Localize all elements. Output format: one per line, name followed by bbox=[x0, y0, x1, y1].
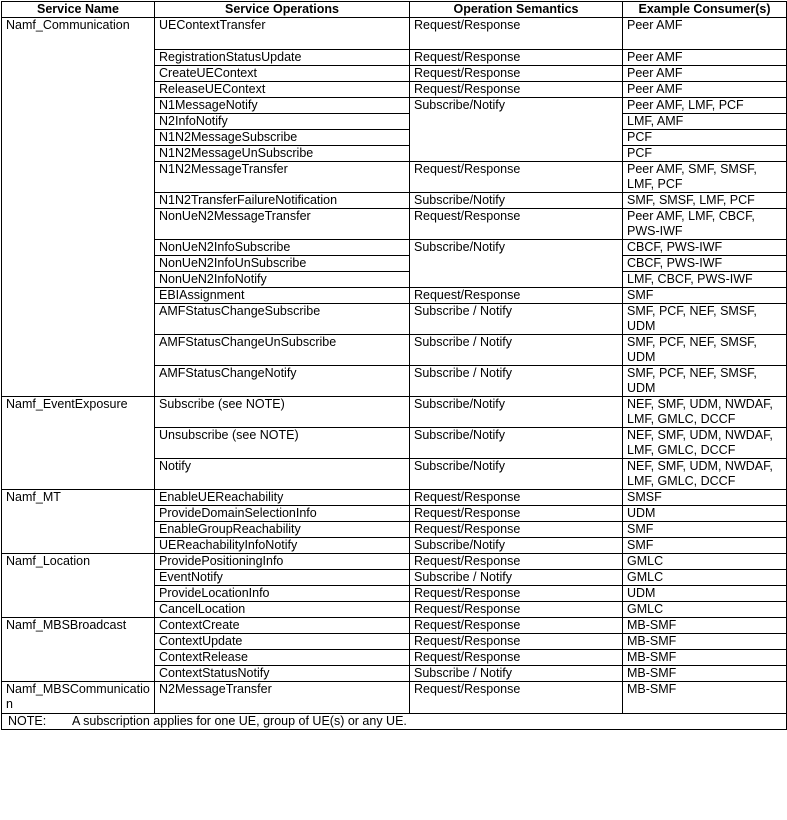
example-consumers-cell: SMF bbox=[623, 522, 787, 538]
operation-semantics-cell: Subscribe/Notify bbox=[410, 538, 623, 554]
service-operation-cell: ContextRelease bbox=[155, 650, 410, 666]
service-operation-cell: NonUeN2InfoSubscribe bbox=[155, 240, 410, 256]
example-consumers-cell: PCF bbox=[623, 130, 787, 146]
operation-semantics-cell: Request/Response bbox=[410, 209, 623, 240]
service-operation-cell: ContextCreate bbox=[155, 618, 410, 634]
example-consumers-cell: MB-SMF bbox=[623, 650, 787, 666]
example-consumers-cell: SMF, PCF, NEF, SMSF, UDM bbox=[623, 366, 787, 397]
example-consumers-cell: GMLC bbox=[623, 570, 787, 586]
service-operation-cell: AMFStatusChangeUnSubscribe bbox=[155, 335, 410, 366]
operation-semantics-cell: Request/Response bbox=[410, 554, 623, 570]
table-row bbox=[2, 397, 787, 428]
example-consumers-cell: NEF, SMF, UDM, NWDAF, LMF, GMLC, DCCF bbox=[623, 459, 787, 490]
example-consumers-cell: MB-SMF bbox=[623, 618, 787, 634]
service-operation-cell: UEReachabilityInfoNotify bbox=[155, 538, 410, 554]
service-operation-cell: N2MessageTransfer bbox=[155, 682, 410, 714]
example-consumers-cell: SMF, PCF, NEF, SMSF, UDM bbox=[623, 304, 787, 335]
example-consumers-cell: Peer AMF bbox=[623, 66, 787, 82]
table-row bbox=[2, 490, 787, 506]
example-consumers-cell: SMF bbox=[623, 288, 787, 304]
operation-semantics-cell: Subscribe / Notify bbox=[410, 304, 623, 335]
example-consumers-cell: Peer AMF, LMF, PCF bbox=[623, 98, 787, 114]
operation-semantics-cell: Request/Response bbox=[410, 650, 623, 666]
note-label: NOTE: bbox=[8, 714, 47, 728]
example-consumers-cell: Peer AMF bbox=[623, 82, 787, 98]
operation-semantics-cell: Subscribe/Notify bbox=[410, 193, 623, 209]
note-row bbox=[2, 714, 787, 730]
note-cell bbox=[2, 714, 787, 730]
operation-semantics-cell: Request/Response bbox=[410, 162, 623, 193]
example-consumers-cell: GMLC bbox=[623, 602, 787, 618]
service-operation-cell: N1N2TransferFailureNotification bbox=[155, 193, 410, 209]
service-operation-cell: N1N2MessageUnSubscribe bbox=[155, 146, 410, 162]
service-operation-cell: ProvidePositioningInfo bbox=[155, 554, 410, 570]
service-name-cell: Namf_Communication bbox=[2, 18, 155, 397]
service-operation-cell: N1N2MessageTransfer bbox=[155, 162, 410, 193]
operation-semantics-cell: Request/Response bbox=[410, 634, 623, 650]
operation-semantics-cell: Subscribe/Notify bbox=[410, 240, 623, 288]
operation-semantics-cell: Request/Response bbox=[410, 288, 623, 304]
service-name-cell: Namf_MBSBroadcast bbox=[2, 618, 155, 682]
table-row bbox=[2, 618, 787, 634]
example-consumers-cell: MB-SMF bbox=[623, 682, 787, 714]
service-operation-cell: EnableGroupReachability bbox=[155, 522, 410, 538]
service-operation-cell: UEContextTransfer bbox=[155, 18, 410, 50]
example-consumers-cell: NEF, SMF, UDM, NWDAF, LMF, GMLC, DCCF bbox=[623, 397, 787, 428]
service-operation-cell: AMFStatusChangeSubscribe bbox=[155, 304, 410, 335]
operation-semantics-cell: Request/Response bbox=[410, 586, 623, 602]
example-consumers-cell: SMF, PCF, NEF, SMSF, UDM bbox=[623, 335, 787, 366]
example-consumers-cell: Peer AMF, SMF, SMSF, LMF, PCF bbox=[623, 162, 787, 193]
example-consumers-cell: SMF bbox=[623, 538, 787, 554]
operation-semantics-cell: Request/Response bbox=[410, 618, 623, 634]
table-row bbox=[2, 18, 787, 50]
operation-semantics-cell: Subscribe/Notify bbox=[410, 459, 623, 490]
operation-semantics-cell: Request/Response bbox=[410, 490, 623, 506]
service-operation-cell: ContextStatusNotify bbox=[155, 666, 410, 682]
example-consumers-cell: LMF, AMF bbox=[623, 114, 787, 130]
service-name-cell: Namf_EventExposure bbox=[2, 397, 155, 490]
operation-semantics-cell: Request/Response bbox=[410, 66, 623, 82]
example-consumers-cell: NEF, SMF, UDM, NWDAF, LMF, GMLC, DCCF bbox=[623, 428, 787, 459]
service-operation-cell: AMFStatusChangeNotify bbox=[155, 366, 410, 397]
operation-semantics-cell: Subscribe / Notify bbox=[410, 335, 623, 366]
operation-semantics-cell: Subscribe/Notify bbox=[410, 428, 623, 459]
example-consumers-cell: SMF, SMSF, LMF, PCF bbox=[623, 193, 787, 209]
operation-semantics-cell: Subscribe / Notify bbox=[410, 570, 623, 586]
example-consumers-cell: PCF bbox=[623, 146, 787, 162]
operation-semantics-cell: Subscribe/Notify bbox=[410, 98, 623, 162]
service-operation-cell: ContextUpdate bbox=[155, 634, 410, 650]
operation-semantics-cell: Request/Response bbox=[410, 506, 623, 522]
header-row bbox=[2, 2, 787, 18]
service-operation-cell: ReleaseUEContext bbox=[155, 82, 410, 98]
table-row bbox=[2, 554, 787, 570]
header-service-operations: Service Operations bbox=[155, 2, 410, 18]
operation-semantics-cell: Request/Response bbox=[410, 602, 623, 618]
header-operation-semantics: Operation Semantics bbox=[410, 2, 623, 18]
operation-semantics-cell: Subscribe / Notify bbox=[410, 366, 623, 397]
operation-semantics-cell: Request/Response bbox=[410, 682, 623, 714]
example-consumers-cell: Peer AMF bbox=[623, 50, 787, 66]
service-operation-cell: ProvideLocationInfo bbox=[155, 586, 410, 602]
service-operation-cell: EnableUEReachability bbox=[155, 490, 410, 506]
table-row bbox=[2, 682, 787, 714]
service-operation-cell: EBIAssignment bbox=[155, 288, 410, 304]
header-service-name: Service Name bbox=[2, 2, 155, 18]
example-consumers-cell: CBCF, PWS-IWF bbox=[623, 256, 787, 272]
service-operations-table bbox=[1, 1, 787, 730]
service-operation-cell: NonUeN2InfoNotify bbox=[155, 272, 410, 288]
operation-semantics-cell: Request/Response bbox=[410, 82, 623, 98]
service-operation-cell: NonUeN2MessageTransfer bbox=[155, 209, 410, 240]
example-consumers-cell: UDM bbox=[623, 586, 787, 602]
service-operation-cell: N1MessageNotify bbox=[155, 98, 410, 114]
operation-semantics-cell: Subscribe / Notify bbox=[410, 666, 623, 682]
service-operation-cell: Subscribe (see NOTE) bbox=[155, 397, 410, 428]
service-operation-cell: N2InfoNotify bbox=[155, 114, 410, 130]
note-text: A subscription applies for one UE, group of UE(s) or any UE. bbox=[72, 714, 407, 728]
operation-semantics-cell: Request/Response bbox=[410, 522, 623, 538]
table-body bbox=[2, 18, 787, 714]
example-consumers-cell: SMSF bbox=[623, 490, 787, 506]
example-consumers-cell: CBCF, PWS-IWF bbox=[623, 240, 787, 256]
service-operation-cell: Unsubscribe (see NOTE) bbox=[155, 428, 410, 459]
operation-semantics-cell: Request/Response bbox=[410, 50, 623, 66]
example-consumers-cell: Peer AMF, LMF, CBCF, PWS-IWF bbox=[623, 209, 787, 240]
service-name-cell: Namf_Location bbox=[2, 554, 155, 618]
service-operation-cell: Notify bbox=[155, 459, 410, 490]
example-consumers-cell: GMLC bbox=[623, 554, 787, 570]
service-operation-cell: EventNotify bbox=[155, 570, 410, 586]
example-consumers-cell: MB-SMF bbox=[623, 634, 787, 650]
service-operation-cell: ProvideDomainSelectionInfo bbox=[155, 506, 410, 522]
example-consumers-cell: UDM bbox=[623, 506, 787, 522]
header-example-consumers: Example Consumer(s) bbox=[623, 2, 787, 18]
service-operation-cell: RegistrationStatusUpdate bbox=[155, 50, 410, 66]
example-consumers-cell: Peer AMF bbox=[623, 18, 787, 50]
operation-semantics-cell: Request/Response bbox=[410, 18, 623, 50]
operation-semantics-cell: Subscribe/Notify bbox=[410, 397, 623, 428]
service-operation-cell: CreateUEContext bbox=[155, 66, 410, 82]
service-operation-cell: CancelLocation bbox=[155, 602, 410, 618]
example-consumers-cell: LMF, CBCF, PWS-IWF bbox=[623, 272, 787, 288]
service-operation-cell: NonUeN2InfoUnSubscribe bbox=[155, 256, 410, 272]
service-name-cell: Namf_MBSCommunication bbox=[2, 682, 155, 714]
service-operation-cell: N1N2MessageSubscribe bbox=[155, 130, 410, 146]
example-consumers-cell: MB-SMF bbox=[623, 666, 787, 682]
service-name-cell: Namf_MT bbox=[2, 490, 155, 554]
